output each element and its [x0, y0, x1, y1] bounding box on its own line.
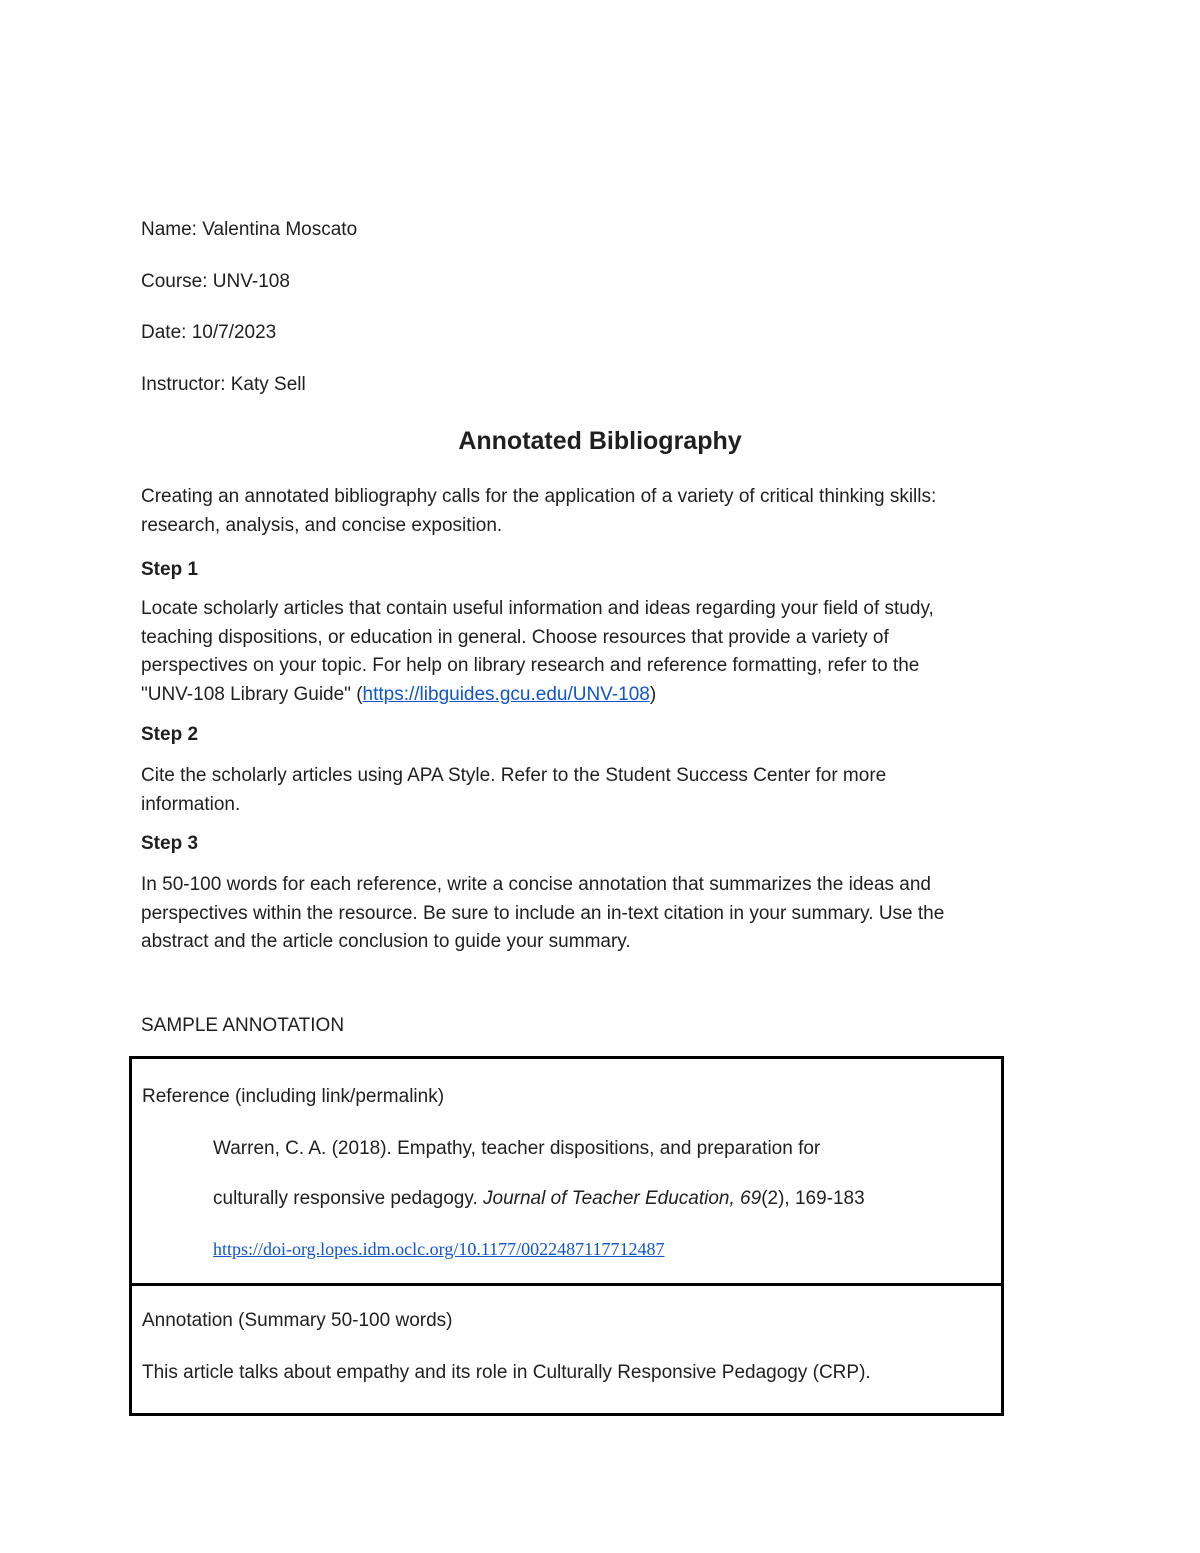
citation-journal: Journal of Teacher Education, 69 [483, 1188, 762, 1209]
course-line: Course: UNV-108 [141, 271, 290, 292]
step-1-text [141, 595, 1071, 709]
intro-paragraph: Creating an annotated bibliography calls for the application of a variety of critical thinking skills: research, analysis, and concise exposition. [141, 486, 937, 536]
library-guide-link[interactable]: https://libguides.gcu.edu/UNV-108 [362, 683, 650, 705]
student-name: Name: Valentina Moscato [141, 219, 358, 240]
step-1-text-body: Locate scholarly articles that contain useful information and ideas regarding your field of study, teaching dispositions, or education in general. Choose resources that provide a variety of perspectives on your topic. For help on library research and reference formatting, refer to the "UNV-108 Library Guide" ( [141, 598, 934, 705]
citation-doi-link[interactable]: https://doi-org.lopes.idm.oclc.org/10.1177/0022487117712487 [213, 1239, 665, 1259]
citation-issue-pages: (2), 169-183 [761, 1188, 865, 1209]
step-3-text: In 50-100 words for each reference, write a concise annotation that summarizes the ideas and perspectives within the resource. Be sure to include an in-text citation in your summary. Use the abstract and the article conclusion to guide your summary. [141, 874, 945, 953]
annotation-label: Annotation (Summary 50-100 words) [142, 1310, 453, 1331]
reference-label: Reference (including link/permalink) [142, 1086, 445, 1107]
annotation-text: This article talks about empathy and its role in Culturally Responsive Pedagogy (CRP). [142, 1362, 871, 1383]
instructor-line: Instructor: Katy Sell [141, 374, 306, 395]
step-3-heading: Step 3 [141, 833, 199, 854]
step-2-heading: Step 2 [141, 724, 199, 745]
citation-title-end: culturally responsive pedagogy. [213, 1188, 484, 1209]
sample-annotation-table [129, 1056, 1004, 1416]
table-cell-divider [132, 1283, 1001, 1286]
step-1-heading: Step 1 [141, 559, 199, 580]
citation-line-2 [213, 1184, 865, 1214]
document-title: Annotated Bibliography [458, 427, 742, 455]
date-line: Date: 10/7/2023 [141, 322, 277, 343]
citation-line-3 [213, 1234, 665, 1265]
step-1-text-close: ) [649, 683, 657, 705]
citation-line-1: Warren, C. A. (2018). Empathy, teacher dispositions, and preparation for [213, 1138, 821, 1159]
sample-annotation-label: SAMPLE ANNOTATION [141, 1015, 345, 1036]
step-2-text: Cite the scholarly articles using APA Style. Refer to the Student Success Center for more information. [141, 765, 887, 815]
